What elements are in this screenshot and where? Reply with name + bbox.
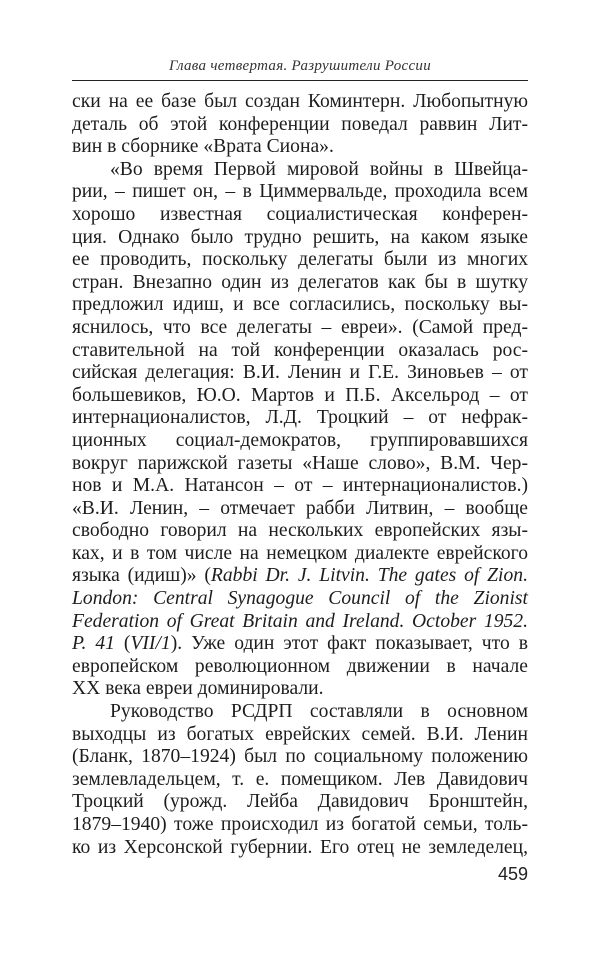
citation-line: Federation of Great Britain and Ireland. October 1952. <box>72 610 528 632</box>
text-line: ция. Однако было трудно решить, на каком языке <box>72 226 528 248</box>
text-line: «Во время Первой мировой войны в Швейца- <box>110 158 528 180</box>
citation-italic: P. 41 <box>72 633 115 655</box>
text-line: XX века евреи доминировали. <box>72 678 324 700</box>
citation-italic: Rabbi Dr. J. Litvin. The gates of Zion. <box>210 565 528 587</box>
citation-italic: VII/1 <box>130 633 171 655</box>
text-line <box>72 633 528 656</box>
text-line: интернационалистов, Л.Д. Троцкий – от нефрак- <box>72 407 528 429</box>
text-line: нов и М.А. Натансон – от – интернационалистов.) <box>72 475 528 497</box>
text-line: большевиков, Ю.О. Мартов и П.Б. Аксельрод – от <box>72 384 528 406</box>
text-line: вокруг парижской газеты «Наше слово», В.М. Чер- <box>72 452 528 474</box>
page-body <box>72 91 528 859</box>
text-line: Троцкий (урожд. Лейба Давидович Бронштейн, <box>72 791 528 813</box>
text-line: землевладельцем, т. е. помещиком. Лев Давидович <box>72 768 528 790</box>
text-line: рии, – пишет он, – в Циммервальде, проходила всем <box>72 181 528 203</box>
text-line: Руководство РСДРП составляли в основном <box>110 701 528 723</box>
text-line: ее проводить, поскольку делегаты были из многих <box>72 249 528 271</box>
text-line: ко из Херсонской губернии. Его отец не земледелец, <box>72 836 528 858</box>
text-line: европейском революционном движении в начале <box>72 655 528 677</box>
text-line: выходцы из богатых еврейских семей. В.И. Ленин <box>72 723 528 745</box>
text-segment: языка (идиш)» ( <box>72 565 211 587</box>
text-line: сийская делегация: В.И. Ленин и Г.Е. Зиновьев – от <box>72 362 528 384</box>
text-line: ках, и в том числе на немецком диалекте еврейского <box>72 542 528 564</box>
text-line: «В.И. Ленин, – отмечает рабби Литвин, – вообще <box>72 497 528 519</box>
text-line: ставительной на той конференции оказалась рос- <box>72 339 528 361</box>
text-line <box>72 565 528 588</box>
text-segment: ( <box>114 633 131 655</box>
text-line: 1879–1940) тоже происходил из богатой семьи, толь- <box>72 814 528 835</box>
page-number: 459 <box>497 864 528 884</box>
text-segment: ). Уже один этот факт показывает, что в <box>170 633 528 655</box>
text-line: свободно говорил на нескольких европейских язы- <box>72 520 528 542</box>
text-line: (Бланк, 1870–1924) был по социальному положению <box>72 746 528 768</box>
text-line: яснилось, что все делегаты – евреи». (Самой пред- <box>72 316 528 338</box>
text-line: ски на ее базе был создан Коминтерн. Любопытную <box>72 91 528 112</box>
header-rule <box>72 80 528 81</box>
running-header: Глава четвертая. Разрушители России <box>168 58 432 74</box>
text-line: предложил идиш, и все согласились, поскольку вы- <box>72 294 528 316</box>
text-line: деталь об этой конференции поведал раввин Лит- <box>72 113 528 135</box>
citation-line: London: Central Synagogue Council of the Zionist <box>72 588 528 610</box>
text-line: ционных социал-демократов, группировавшихся <box>72 429 528 451</box>
text-line: стран. Внезапно один из делегатов как бы в шутку <box>72 271 528 293</box>
text-line: вин в сборнике «Врата Сиона». <box>72 136 334 158</box>
text-line: хорошо известная социалистическая конферен- <box>72 203 528 225</box>
